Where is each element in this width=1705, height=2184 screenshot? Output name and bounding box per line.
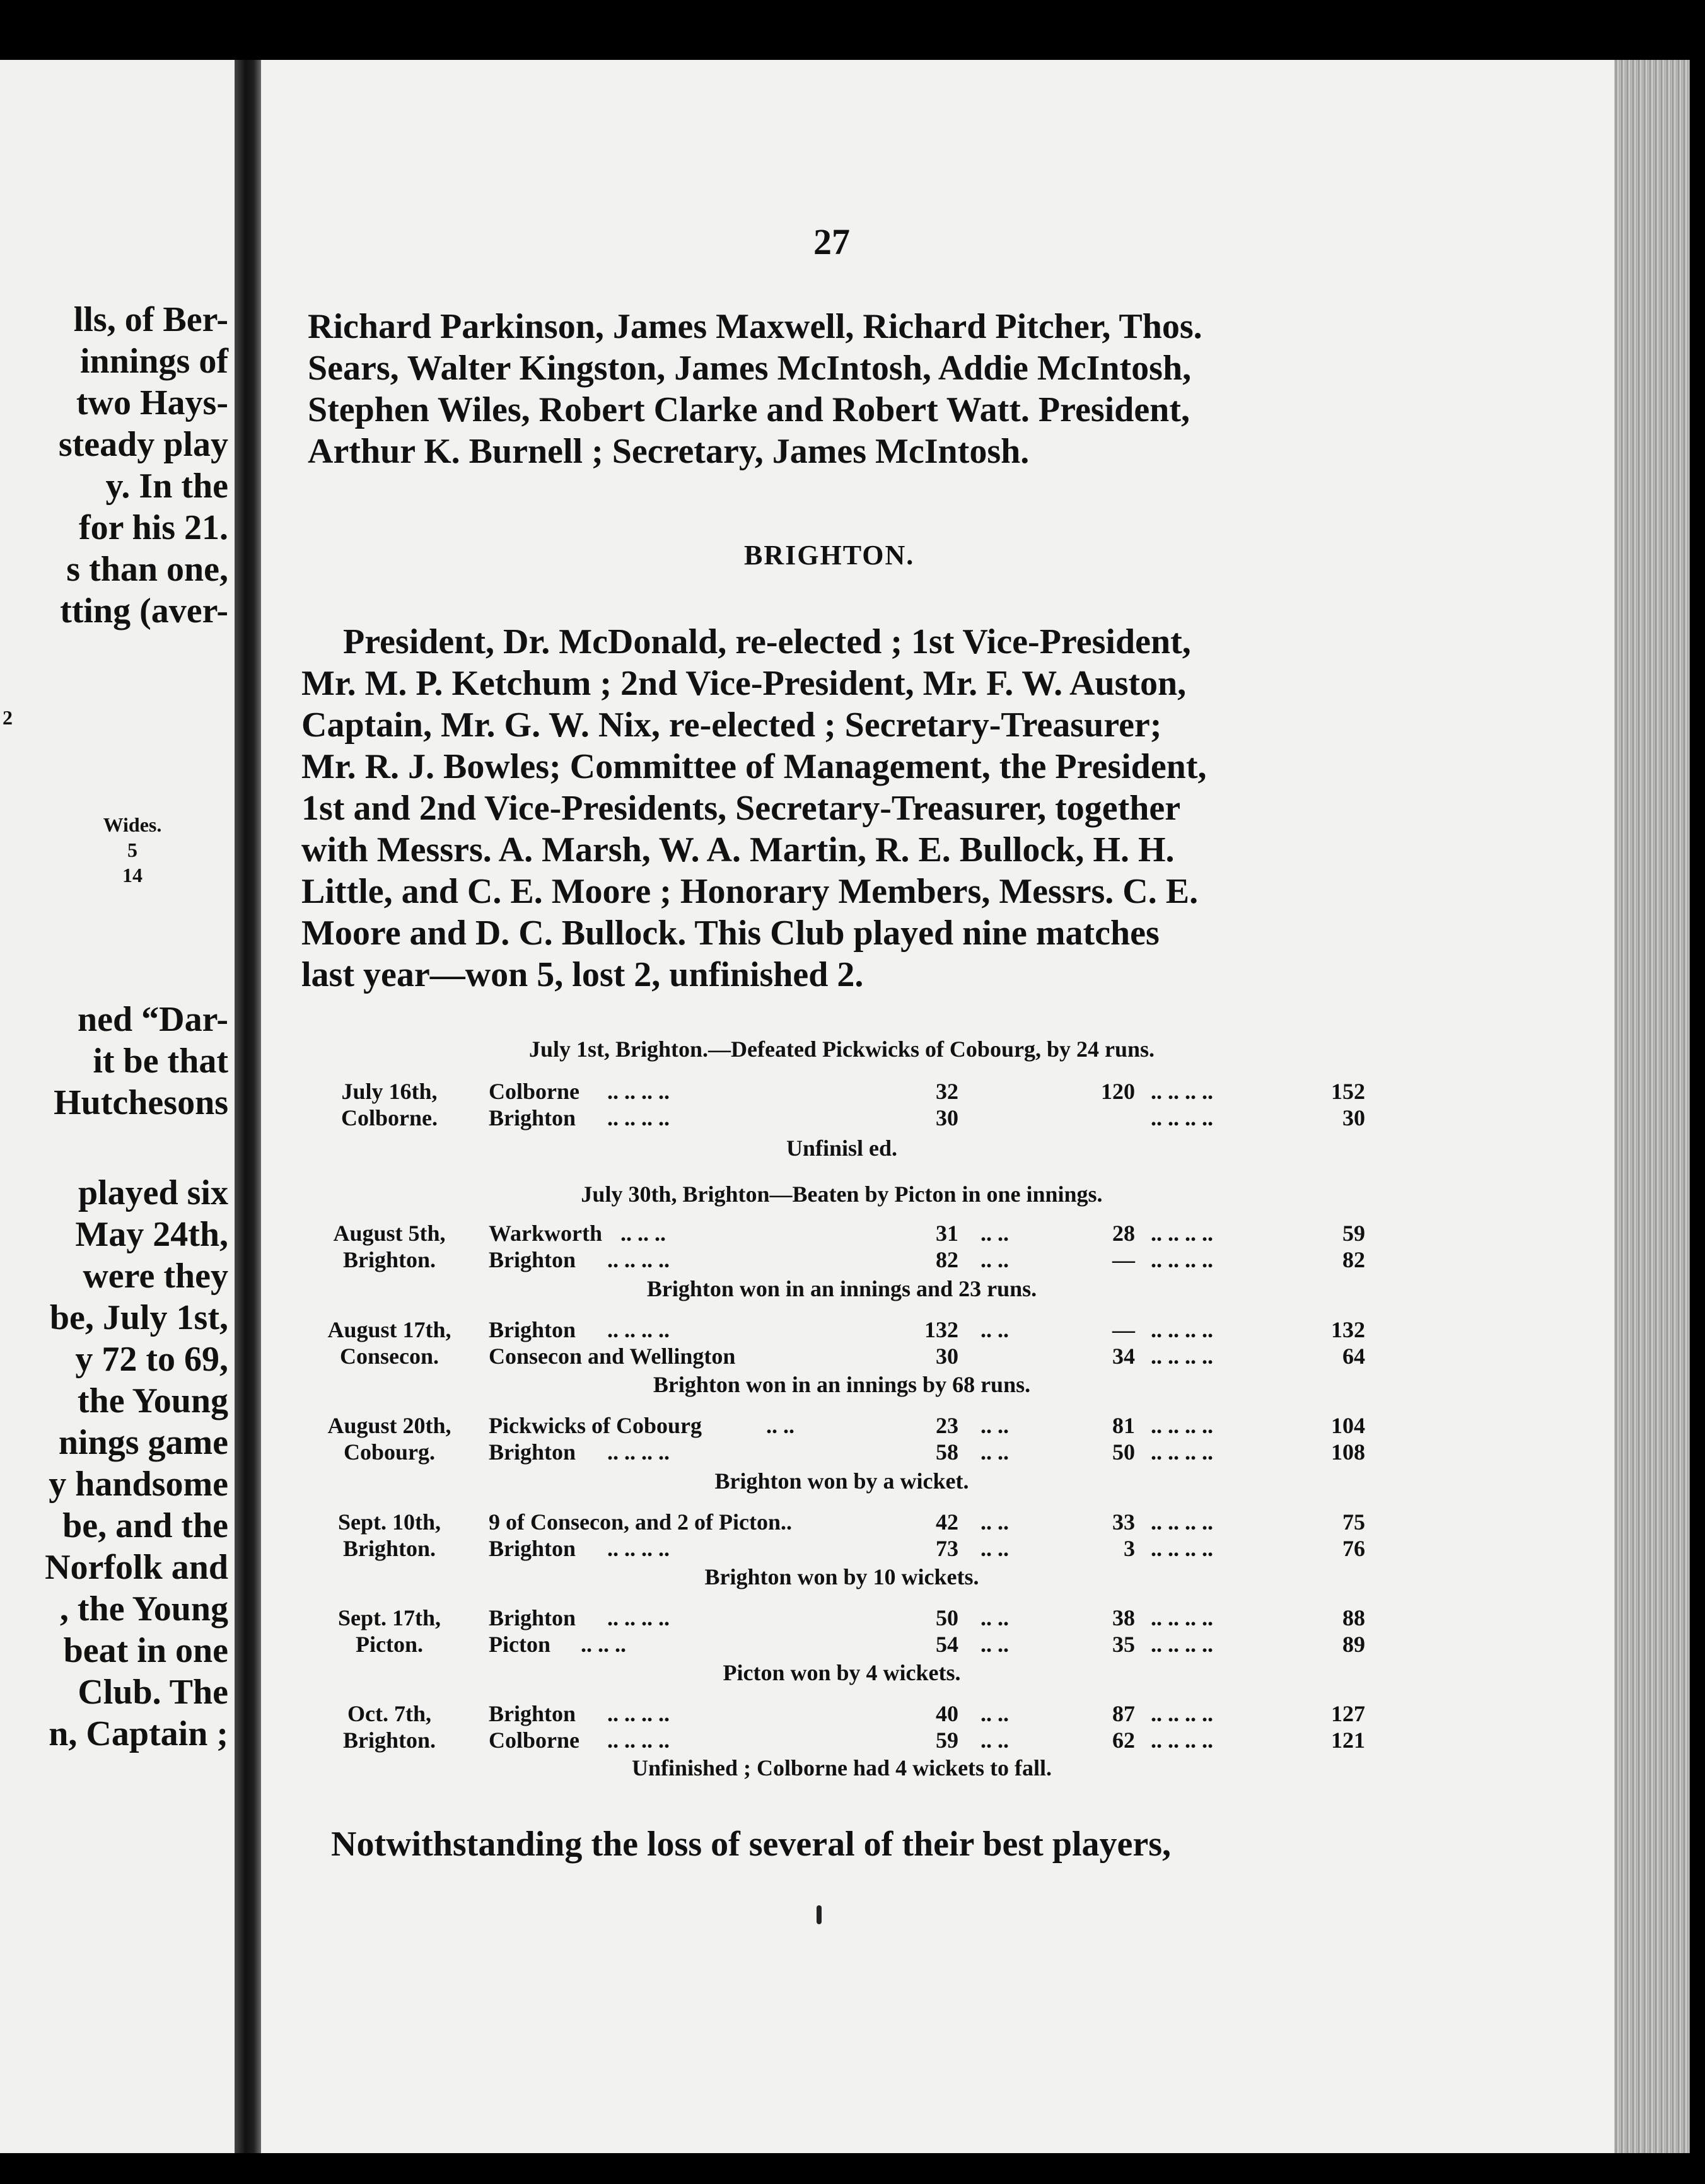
match-date: Oct. 7th, xyxy=(347,1701,431,1726)
total-score: 82 xyxy=(1342,1247,1365,1272)
left-page-line: , the Young xyxy=(59,1589,228,1629)
print-speck xyxy=(817,1905,822,1924)
leader-dots: .. .. .. xyxy=(620,1221,666,1246)
match-date: Consecon. xyxy=(339,1344,439,1369)
first-innings-score: 23 xyxy=(936,1413,958,1438)
left-page-line: for his 21. xyxy=(79,508,228,547)
total-score: 59 xyxy=(1342,1221,1365,1246)
match-date: Colborne. xyxy=(341,1105,438,1130)
wides-value: 5 xyxy=(127,839,137,861)
first-innings-score: 50 xyxy=(936,1605,958,1630)
second-innings-score: — xyxy=(1112,1317,1135,1342)
first-innings-score: 30 xyxy=(936,1105,958,1130)
match-date: Sept. 17th, xyxy=(337,1605,441,1630)
table-row xyxy=(312,1727,1384,1755)
text-line: Captain, Mr. G. W. Nix, re-elected ; Secretary-Treasurer; xyxy=(301,706,1162,745)
first-innings-score: 32 xyxy=(936,1079,958,1104)
left-page-line: y handsome xyxy=(49,1465,228,1504)
leader-dots: .. .. .. .. xyxy=(1151,1317,1213,1342)
second-innings-score: 3 xyxy=(1124,1536,1135,1561)
first-innings-score: 73 xyxy=(936,1536,958,1561)
match-date: Sept. 10th, xyxy=(337,1509,441,1535)
brighton-paragraph xyxy=(301,621,1206,996)
team-name: Warkworth xyxy=(489,1221,602,1246)
match-date: August 5th, xyxy=(333,1221,446,1246)
leader-dots: .. .. .. .. xyxy=(1151,1079,1213,1104)
left-page-line: ned “Dar- xyxy=(77,1000,228,1039)
text-line: Arthur K. Burnell ; Secretary, James McIntosh. xyxy=(308,432,1030,471)
left-page-line: Club. The xyxy=(78,1673,228,1712)
leader-dots: .. .. .. .. xyxy=(607,1439,670,1465)
leader-dots: .. .. .. .. xyxy=(1151,1439,1213,1465)
page-number: 27 xyxy=(813,221,850,262)
page-edges xyxy=(1614,60,1690,2153)
match-date: Brighton. xyxy=(342,1247,436,1272)
total-score: 30 xyxy=(1342,1105,1365,1130)
left-page-line: it be that xyxy=(93,1042,228,1081)
second-innings-score: 87 xyxy=(1112,1701,1135,1726)
team-name: Brighton xyxy=(489,1317,576,1342)
leader-dots: .. .. .. .. xyxy=(1151,1509,1213,1535)
leader-dots: .. .. xyxy=(766,1413,794,1438)
team-name: Brighton xyxy=(489,1536,576,1561)
text-line: last year—won 5, lost 2, unfinished 2. xyxy=(301,955,864,994)
text-line: Sears, Walter Kingston, James McIntosh, Addie McIntosh, xyxy=(308,349,1192,388)
total-score: 121 xyxy=(1331,1728,1365,1753)
second-innings-score: 35 xyxy=(1112,1632,1135,1657)
left-page-line: beat in one xyxy=(63,1631,228,1670)
first-innings-score: 42 xyxy=(936,1509,958,1535)
total-score: 76 xyxy=(1342,1536,1365,1561)
closing-line: Notwithstanding the loss of several of their best players, xyxy=(331,1825,1172,1864)
leader-dots: .. .. .. .. xyxy=(1151,1605,1213,1630)
leader-dots: .. .. xyxy=(981,1536,1009,1561)
leader-dots: .. .. xyxy=(981,1413,1009,1438)
text-line: Little, and C. E. Moore ; Honorary Members, Messrs. C. E. xyxy=(301,872,1199,911)
wides-value: 14 xyxy=(122,864,143,886)
match-result: Unfinisl ed. xyxy=(786,1136,898,1161)
section-heading: BRIGHTON. xyxy=(744,540,915,571)
left-page-line: Norfolk and xyxy=(45,1548,228,1587)
wides-label: Wides. xyxy=(103,813,162,836)
total-score: 152 xyxy=(1331,1079,1365,1104)
leader-dots: .. .. .. .. xyxy=(1151,1536,1213,1561)
second-innings-score: 28 xyxy=(1112,1221,1135,1246)
leader-dots: .. .. .. .. xyxy=(1151,1632,1213,1657)
leader-dots: .. .. .. .. xyxy=(1151,1247,1213,1272)
second-innings-score: 120 xyxy=(1101,1079,1135,1104)
leader-dots: .. .. xyxy=(981,1221,1009,1246)
leader-dots: .. .. xyxy=(981,1439,1009,1465)
first-innings-score: 59 xyxy=(936,1728,958,1753)
first-innings-score: 132 xyxy=(924,1317,958,1342)
leader-dots: .. .. .. .. xyxy=(1151,1728,1213,1753)
table-row xyxy=(312,1700,1384,1728)
table-row xyxy=(312,1535,1384,1563)
text-line: Mr. M. P. Ketchum ; 2nd Vice-President, Mr. F. W. Auston, xyxy=(301,664,1187,703)
match-date: Cobourg. xyxy=(343,1439,436,1465)
team-name: Colborne xyxy=(489,1079,579,1104)
total-score: 104 xyxy=(1331,1413,1365,1438)
leader-dots: .. .. .. xyxy=(581,1632,626,1657)
leader-dots: .. .. xyxy=(981,1728,1009,1753)
second-innings-score: 50 xyxy=(1112,1439,1135,1465)
match-result: Brighton won by a wicket. xyxy=(714,1468,969,1494)
intro-paragraph xyxy=(308,306,1202,472)
left-page-line: the Young xyxy=(77,1381,228,1420)
table-row xyxy=(312,1078,1384,1106)
first-innings-score: 58 xyxy=(936,1439,958,1465)
match-result: July 30th, Brighton—Beaten by Picton in one innings. xyxy=(581,1182,1103,1207)
match-date: Picton. xyxy=(356,1632,423,1657)
table-row xyxy=(312,1605,1384,1632)
team-name: Brighton xyxy=(489,1247,576,1272)
left-page-line: innings of xyxy=(80,342,228,381)
left-page-line: May 24th, xyxy=(75,1215,228,1254)
table-row xyxy=(312,1631,1384,1659)
leader-dots: .. .. .. .. xyxy=(1151,1701,1213,1726)
text-line: Richard Parkinson, James Maxwell, Richard Pitcher, Thos. xyxy=(308,307,1202,346)
text-line: 1st and 2nd Vice-Presidents, Secretary-Treasurer, together xyxy=(301,789,1181,828)
total-score: 127 xyxy=(1331,1701,1365,1726)
total-score: 64 xyxy=(1342,1344,1365,1369)
table-row xyxy=(312,1439,1384,1467)
match-result: Brighton won by 10 wickets. xyxy=(704,1564,979,1589)
table-row xyxy=(312,1246,1384,1274)
match-result: Picton won by 4 wickets. xyxy=(723,1660,961,1685)
leader-dots: .. .. xyxy=(981,1632,1009,1657)
left-page xyxy=(0,60,252,2153)
left-page-line: two Hays- xyxy=(76,383,228,422)
left-page-line: be, and the xyxy=(62,1506,228,1545)
team-name: Consecon and Wellington xyxy=(489,1344,736,1369)
left-page-line: 2 xyxy=(3,706,13,729)
leader-dots: .. .. xyxy=(981,1509,1009,1535)
team-name: Colborne xyxy=(489,1728,579,1753)
second-innings-score: — xyxy=(1112,1247,1135,1272)
leader-dots: .. .. .. .. xyxy=(1151,1344,1213,1369)
first-innings-score: 40 xyxy=(936,1701,958,1726)
left-page-line: were they xyxy=(83,1257,228,1296)
left-page-line: y. In the xyxy=(105,467,228,506)
table-row xyxy=(312,1343,1384,1371)
match-result: July 1st, Brighton.—Defeated Pickwicks of Cobourg, by 24 runs. xyxy=(528,1037,1155,1062)
left-page-line: Hutchesons xyxy=(54,1083,228,1122)
left-page-line: lls, of Ber- xyxy=(73,300,228,339)
left-page-line: steady play xyxy=(58,425,228,464)
team-name: Brighton xyxy=(489,1105,576,1130)
left-page-line: s than one, xyxy=(66,550,228,589)
leader-dots: .. .. .. .. xyxy=(607,1105,670,1130)
second-innings-score: 33 xyxy=(1112,1509,1135,1535)
match-date: August 17th, xyxy=(327,1317,451,1342)
leader-dots: .. .. .. .. xyxy=(1151,1105,1213,1130)
total-score: 132 xyxy=(1331,1317,1365,1342)
match-result: Brighton won in an innings by 68 runs. xyxy=(653,1372,1031,1397)
match-date: Brighton. xyxy=(342,1536,436,1561)
team-name: 9 of Consecon, and 2 of Picton.. xyxy=(489,1509,793,1535)
leader-dots: .. .. xyxy=(981,1701,1009,1726)
first-innings-score: 82 xyxy=(936,1247,958,1272)
total-score: 108 xyxy=(1331,1439,1365,1465)
table-row xyxy=(312,1412,1384,1440)
match-date: August 20th, xyxy=(327,1413,451,1438)
total-score: 89 xyxy=(1342,1632,1365,1657)
table-row xyxy=(312,1316,1384,1344)
left-page-line: nings game xyxy=(58,1423,228,1462)
left-page-line: played six xyxy=(78,1173,228,1212)
leader-dots: .. .. .. .. xyxy=(607,1317,670,1342)
left-page-line: y 72 to 69, xyxy=(75,1340,228,1379)
leader-dots: .. .. .. .. xyxy=(607,1605,670,1630)
total-score: 75 xyxy=(1342,1509,1365,1535)
leader-dots: .. .. .. .. xyxy=(1151,1221,1213,1246)
second-innings-score: 62 xyxy=(1112,1728,1135,1753)
text-line: President, Dr. McDonald, re-elected ; 1st Vice-President, xyxy=(343,622,1191,661)
leader-dots: .. .. xyxy=(981,1247,1009,1272)
match-result: Brighton won in an innings and 23 runs. xyxy=(646,1276,1037,1301)
match-date: Brighton. xyxy=(342,1728,436,1753)
text-line: Moore and D. C. Bullock. This Club played nine matches xyxy=(301,914,1160,953)
leader-dots: .. .. .. .. xyxy=(607,1728,670,1753)
left-page-line: tting (aver- xyxy=(60,591,228,630)
leader-dots: .. .. xyxy=(981,1605,1009,1630)
table-row xyxy=(312,1105,1384,1132)
second-innings-score: 38 xyxy=(1112,1605,1135,1630)
second-innings-score: 34 xyxy=(1112,1344,1135,1369)
team-name: Picton xyxy=(489,1632,550,1657)
left-page-line: be, July 1st, xyxy=(49,1298,228,1337)
first-innings-score: 54 xyxy=(936,1632,958,1657)
text-line: with Messrs. A. Marsh, W. A. Martin, R. E. Bullock, H. H. xyxy=(301,830,1175,869)
table-row xyxy=(312,1509,1384,1536)
leader-dots: .. .. xyxy=(981,1317,1009,1342)
team-name: Pickwicks of Cobourg xyxy=(489,1413,702,1438)
left-page-line: n, Captain ; xyxy=(49,1714,228,1753)
book-gutter xyxy=(235,60,262,2153)
second-innings-score: 81 xyxy=(1112,1413,1135,1438)
leader-dots: .. .. .. .. xyxy=(607,1247,670,1272)
total-score: 88 xyxy=(1342,1605,1365,1630)
first-innings-score: 30 xyxy=(936,1344,958,1369)
leader-dots: .. .. .. .. xyxy=(607,1701,670,1726)
match-result: Unfinished ; Colborne had 4 wickets to fall. xyxy=(631,1755,1052,1780)
table-row xyxy=(312,1220,1384,1248)
leader-dots: .. .. .. .. xyxy=(1151,1413,1213,1438)
text-line: Stephen Wiles, Robert Clarke and Robert Watt. President, xyxy=(308,390,1190,429)
match-date: July 16th, xyxy=(341,1079,438,1104)
first-innings-score: 31 xyxy=(936,1221,958,1246)
text-line: Mr. R. J. Bowles; Committee of Management, the President, xyxy=(301,747,1207,786)
team-name: Brighton xyxy=(489,1701,576,1726)
leader-dots: .. .. .. .. xyxy=(607,1079,670,1104)
team-name: Brighton xyxy=(489,1605,576,1630)
team-name: Brighton xyxy=(489,1439,576,1465)
leader-dots: .. .. .. .. xyxy=(607,1536,670,1561)
